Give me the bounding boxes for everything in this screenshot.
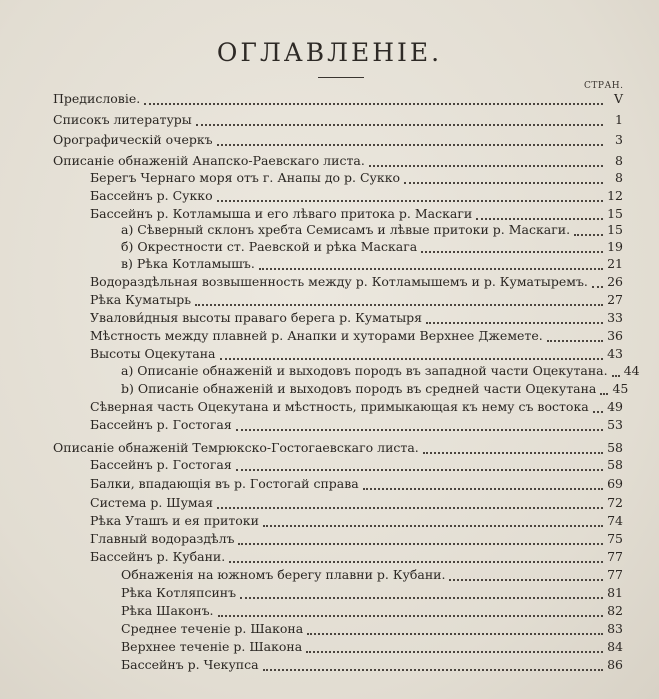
dot-leader [195,303,603,306]
toc-entry-page: 19 [607,239,623,254]
toc-entry[interactable] [121,639,623,657]
toc-entry[interactable] [121,381,629,399]
toc-entry-title: Верхнее теченіе р. Шакона [121,639,303,654]
dot-leader [218,614,604,617]
toc-entry[interactable] [121,222,623,240]
toc-entry-title: Предисловіе. [53,91,141,106]
dot-leader [593,410,603,413]
toc-entry-page: 15 [607,206,623,221]
dot-leader [263,668,603,671]
toc-entry-page: 36 [607,328,623,343]
toc-entry[interactable] [90,292,623,310]
toc-entry-title: Мѣстность между плавней р. Анапки и хуторами Верхнее Джемете. [90,328,543,343]
toc-entry-title: Берегъ Чернаго моря отъ г. Анапы до р. Сукко [90,170,401,185]
toc-entry-title: Рѣка Уташъ и ея притоки [90,513,259,528]
toc-entry[interactable] [90,531,623,549]
toc-entry-page: 49 [607,399,623,414]
toc-entry-page: 27 [607,292,623,307]
toc-entry[interactable] [90,274,623,292]
dot-leader [592,285,603,288]
toc-entry[interactable] [121,256,623,274]
toc-entry-page: 43 [607,346,623,361]
toc-entry-page: 77 [607,549,623,564]
toc-entry-title: а) Описаніе обнаженій и выходовъ породъ въ западной части Оцекутана. [121,363,608,378]
toc-entry-title: Среднее теченіе р. Шакона [121,621,304,636]
toc-entry[interactable] [90,495,623,513]
dot-leader [363,487,603,490]
toc-entry-page: 84 [607,639,623,654]
toc-entry-title: Обнаженія на южномъ берегу плавни р. Кубани. [121,567,446,582]
dot-leader [144,102,603,105]
toc-entry-page: 15 [607,222,623,237]
toc-entry[interactable] [90,310,623,328]
toc-entry-title: Описаніе обнаженій Анапско-Раевскаго листа. [53,153,365,168]
dot-leader [307,632,603,635]
toc-entry[interactable] [90,549,623,567]
page-title: ОГЛАВЛЕНІЕ. [216,38,443,67]
dot-leader [574,233,603,236]
toc-entry-title: в) Рѣка Котламышъ. [121,256,255,271]
dot-leader [229,560,603,563]
toc-entry-title: Орографическій очеркъ [53,132,213,147]
toc-entry-title: Рѣка Куматырь [90,292,192,307]
dot-leader [600,392,608,395]
dot-leader [547,339,603,342]
toc-entry-page: 69 [607,476,623,491]
toc-entry[interactable] [53,440,623,458]
toc-entry-title: Балки, впадающія въ р. Гостогай справа [90,476,359,491]
toc-entry-title: Бассейнъ р. Котламыша и его лѣваго притока р. Маскаги [90,206,473,221]
toc-entry-title: b) Описаніе обнаженій и выходовъ породъ въ средней части Оцекутана [121,381,597,396]
dot-leader [238,542,603,545]
toc-entry-title: Рѣка Шаконъ. [121,603,214,618]
toc-entry-page: 33 [607,310,623,325]
dot-leader [217,506,603,509]
dot-leader [421,250,603,253]
toc-entry-title: Бассейнъ р. Кубани. [90,549,226,564]
dot-leader [449,578,603,581]
page-column-header: СТРАН. [584,81,624,91]
dot-leader [236,468,603,471]
toc-entry[interactable] [90,476,623,494]
toc-entry-page: 21 [607,256,623,271]
toc-entry[interactable] [121,621,623,639]
toc-entry-title: Водораздѣльная возвышенность между р. Котламышемъ и р. Куматыремъ. [90,274,588,289]
toc-entry-page: 58 [607,457,623,472]
toc-entry[interactable] [53,153,623,171]
dot-leader [236,428,603,431]
dot-leader [217,199,603,202]
dot-leader [263,524,603,527]
toc-entry[interactable] [121,657,623,675]
toc-entry-title: Списокъ литературы [53,112,192,127]
toc-entry-page: 44 [623,363,640,378]
dot-leader [404,181,603,184]
dot-leader [240,596,603,599]
toc-entry-title: Сѣверная часть Оцекутана и мѣстность, примыкающая къ нему съ востока [90,399,589,414]
toc-entry-page: 8 [615,153,623,168]
toc-entry[interactable] [90,399,623,417]
dot-leader [259,267,603,270]
toc-entry[interactable] [90,170,623,188]
toc-entry-page: 58 [607,440,623,455]
toc-entry-page: 74 [607,513,623,528]
toc-entry-page: 3 [615,132,623,147]
toc-entry-page: 75 [607,531,623,546]
toc-entry[interactable] [121,363,640,381]
dot-leader [217,143,603,146]
dot-leader [612,374,620,377]
toc-entry-page: 77 [607,567,623,582]
toc-entry-page: 53 [607,417,623,432]
toc-entry-title: Рѣка Котляпсинъ [121,585,237,600]
toc-entry[interactable] [90,328,623,346]
toc-entry[interactable] [121,239,623,257]
toc-entry-title: Описаніе обнаженій Темрюкско-Гостогаевскаго листа. [53,440,419,455]
toc-entry-title: Бассейнъ р. Сукко [90,188,213,203]
toc-entry-page: 83 [607,621,623,636]
toc-entry-title: Бассейнъ р. Гостогая [90,457,232,472]
dot-leader [369,164,603,167]
toc-entry-page: 1 [615,112,623,127]
toc-entry-title: Высоты Оцекутана [90,346,216,361]
toc-entry-page: 45 [612,381,629,396]
toc-entry[interactable] [53,112,623,130]
toc-entry[interactable] [53,91,623,109]
toc-entry[interactable] [121,585,623,603]
toc-entry-title: а) Сѣверный склонъ хребта Семисамъ и лѣвые притоки р. Маскаги. [121,222,571,237]
toc-entry[interactable] [121,603,623,621]
dot-leader [196,123,603,126]
toc-entry-page: V [613,91,623,106]
toc-entry-page: 12 [607,188,623,203]
toc-entry[interactable] [90,346,623,364]
toc-entry-title: б) Окрестности ст. Раевской и рѣка Маскага [121,239,418,254]
toc-entry[interactable] [90,457,623,475]
toc-entry-title: Увалови́дныя высоты праваго берега р. Куматыря [90,310,423,325]
toc-entry-page: 8 [615,170,623,185]
toc-entry-title: Бассейнъ р. Гостогая [90,417,232,432]
toc-entry[interactable] [90,188,623,206]
toc-entry[interactable] [90,417,623,435]
toc-entry-page: 26 [607,274,623,289]
toc-entry-page: 81 [607,585,623,600]
dot-leader [220,357,603,360]
dot-leader [306,650,603,653]
toc-entry[interactable] [90,513,623,531]
toc-entry-page: 86 [607,657,623,672]
dot-leader [476,217,603,220]
toc-entry-title: Главный водораздѣлъ [90,531,235,546]
toc-entry[interactable] [53,132,623,150]
dot-leader [423,451,603,454]
toc-entry-page: 82 [607,603,623,618]
toc-entry-title: Система р. Шумая [90,495,213,510]
toc-entry-page: 72 [607,495,623,510]
toc-entry-title: Бассейнъ р. Чекупса [121,657,259,672]
toc-entry[interactable] [121,567,623,585]
dot-leader [426,321,603,324]
